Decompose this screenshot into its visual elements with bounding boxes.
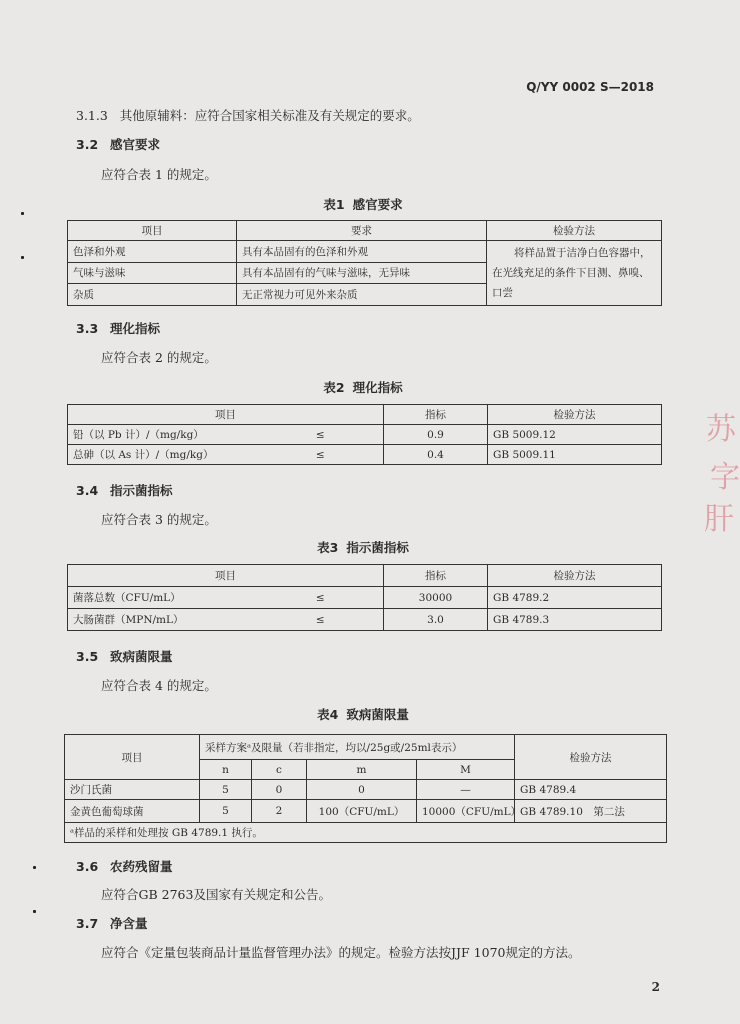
section-title: 致病菌限量 (110, 649, 173, 664)
section-title: 农药残留量 (110, 859, 173, 874)
section-number: 3.6 (76, 859, 99, 874)
method-cell: GB 4789.10 第二法 (515, 800, 667, 823)
table-cell: 100（CFU/mL） (307, 800, 417, 823)
header-cell: 采样方案ᵃ及限量（若非指定，均以/25g或/25ml表示） (200, 735, 515, 760)
table-cell: 沙门氏菌 (65, 780, 200, 800)
value-cell: 0.9 (384, 425, 488, 445)
header-cell: 检验方法 (515, 735, 667, 780)
clause-text: 其他原辅料：应符合国家相关标准及有关规定的要求。 (119, 108, 420, 123)
table-cell: 5 (200, 800, 252, 823)
section-heading-3-4 (76, 481, 173, 499)
method-line: 口尝 (492, 287, 513, 299)
table-3-indicator-bacteria (67, 564, 662, 631)
table-1-sensory (67, 220, 662, 306)
method-cell: GB 4789.4 (515, 780, 667, 800)
clause-number: 3.1.3 (76, 108, 108, 123)
table-cell: 5 (200, 780, 252, 800)
table-cell: 大肠菌群（MPN/mL） (68, 609, 258, 631)
scan-speck (21, 256, 24, 259)
section-text-3-3: 应符合表 2 的规定。 (101, 350, 217, 365)
method-line: 将样品置于洁净白色容器中， (514, 247, 651, 259)
table-number: 表2 (323, 380, 345, 395)
table-cell: 无正常视力可见外来杂质 (237, 284, 487, 306)
value-cell: 3.0 (384, 609, 488, 631)
value-cell: 30000 (384, 587, 488, 609)
table-cell: 金黄色葡萄球菌 (65, 800, 200, 823)
table-title: 指示菌指标 (346, 540, 409, 555)
table-number: 表4 (317, 707, 339, 722)
table-number: 表1 (323, 197, 345, 212)
seal-fragment: 肝 (704, 502, 734, 537)
table-cell: 0 (252, 780, 307, 800)
table-title: 感官要求 (352, 197, 403, 212)
subheader-cell: M (417, 760, 515, 780)
operator-cell: ≤ (258, 445, 384, 465)
header-cell: 检验方法 (488, 405, 662, 425)
section-title: 净含量 (110, 916, 148, 931)
table-title: 致病菌限量 (346, 707, 409, 722)
table-2-caption (0, 378, 726, 396)
table-cell: 气味与滋味 (68, 262, 237, 284)
table-cell: 2 (252, 800, 307, 823)
clause-3-1-3 (76, 106, 420, 124)
table-1-caption (0, 195, 726, 213)
table-cell: 总砷（以 As 计）/（mg/kg） (68, 445, 258, 465)
header-cell: 项目 (68, 565, 384, 587)
section-text-3-4: 应符合表 3 的规定。 (101, 512, 217, 527)
seal-fragment: 苏 (706, 412, 736, 447)
method-cell: GB 4789.2 (488, 587, 662, 609)
section-number: 3.2 (76, 137, 99, 152)
section-heading-3-5 (76, 647, 173, 665)
section-heading-3-2 (76, 135, 160, 153)
method-cell: GB 5009.11 (488, 445, 662, 465)
scan-speck (33, 866, 36, 869)
footnote-cell: ᵃ样品的采样和处理按 GB 4789.1 执行。 (65, 823, 667, 843)
section-text-3-7: 应符合《定量包装商品计量监督管理办法》的规定。检验方法按JJF 1070规定的方法。 (101, 945, 581, 960)
table-3-caption (0, 538, 726, 556)
table-number: 表3 (317, 540, 339, 555)
table-cell: 色泽和外观 (68, 241, 237, 263)
header-cell: 项目 (68, 405, 384, 425)
scan-speck (33, 910, 36, 913)
method-cell: GB 4789.3 (488, 609, 662, 631)
subheader-cell: n (200, 760, 252, 780)
value-cell: 0.4 (384, 445, 488, 465)
table-4-caption (0, 705, 726, 723)
section-number: 3.3 (76, 321, 99, 336)
table-2-physchem (67, 404, 662, 465)
header-cell: 检验方法 (487, 221, 662, 241)
section-heading-3-7 (76, 914, 148, 932)
subheader-cell: m (307, 760, 417, 780)
section-number: 3.4 (76, 483, 99, 498)
table-cell: — (417, 780, 515, 800)
scan-speck (21, 212, 24, 215)
operator-cell: ≤ (258, 425, 384, 445)
table-cell: 10000（CFU/mL） (417, 800, 515, 823)
table-cell: 杂质 (68, 284, 237, 306)
header-cell: 指标 (384, 405, 488, 425)
method-cell: GB 5009.12 (488, 425, 662, 445)
header-cell: 项目 (65, 735, 200, 780)
section-heading-3-3 (76, 319, 160, 337)
method-line: 在光线充足的条件下目测、鼻嗅、 (492, 267, 650, 279)
section-text-3-5: 应符合表 4 的规定。 (101, 678, 217, 693)
section-text-3-2: 应符合表 1 的规定。 (101, 167, 217, 182)
table-title: 理化指标 (352, 380, 403, 395)
table-cell: 0 (307, 780, 417, 800)
header-cell: 项目 (68, 221, 237, 241)
section-text-3-6: 应符合GB 2763及国家有关规定和公告。 (101, 887, 331, 902)
section-title: 理化指标 (110, 321, 161, 336)
table-cell: 具有本品固有的色泽和外观 (237, 241, 487, 263)
header-cell: 要求 (237, 221, 487, 241)
table-cell: 具有本品固有的气味与滋味，无异味 (237, 262, 487, 284)
page-number: 2 (651, 980, 660, 994)
operator-cell: ≤ (258, 587, 384, 609)
table-cell: 铅（以 Pb 计）/（mg/kg） (68, 425, 258, 445)
section-number: 3.7 (76, 916, 99, 931)
section-title: 指示菌指标 (110, 483, 173, 498)
operator-cell: ≤ (258, 609, 384, 631)
header-cell: 指标 (384, 565, 488, 587)
section-title: 感官要求 (110, 137, 161, 152)
section-number: 3.5 (76, 649, 99, 664)
header-cell: 检验方法 (488, 565, 662, 587)
standard-code: Q/YY 0002 S—2018 (526, 80, 654, 94)
table-4-pathogens (64, 734, 667, 843)
method-cell (487, 241, 662, 306)
table-cell: 菌落总数（CFU/mL） (68, 587, 258, 609)
subheader-cell: c (252, 760, 307, 780)
section-heading-3-6 (76, 857, 173, 875)
seal-fragment: 字 (710, 460, 740, 495)
